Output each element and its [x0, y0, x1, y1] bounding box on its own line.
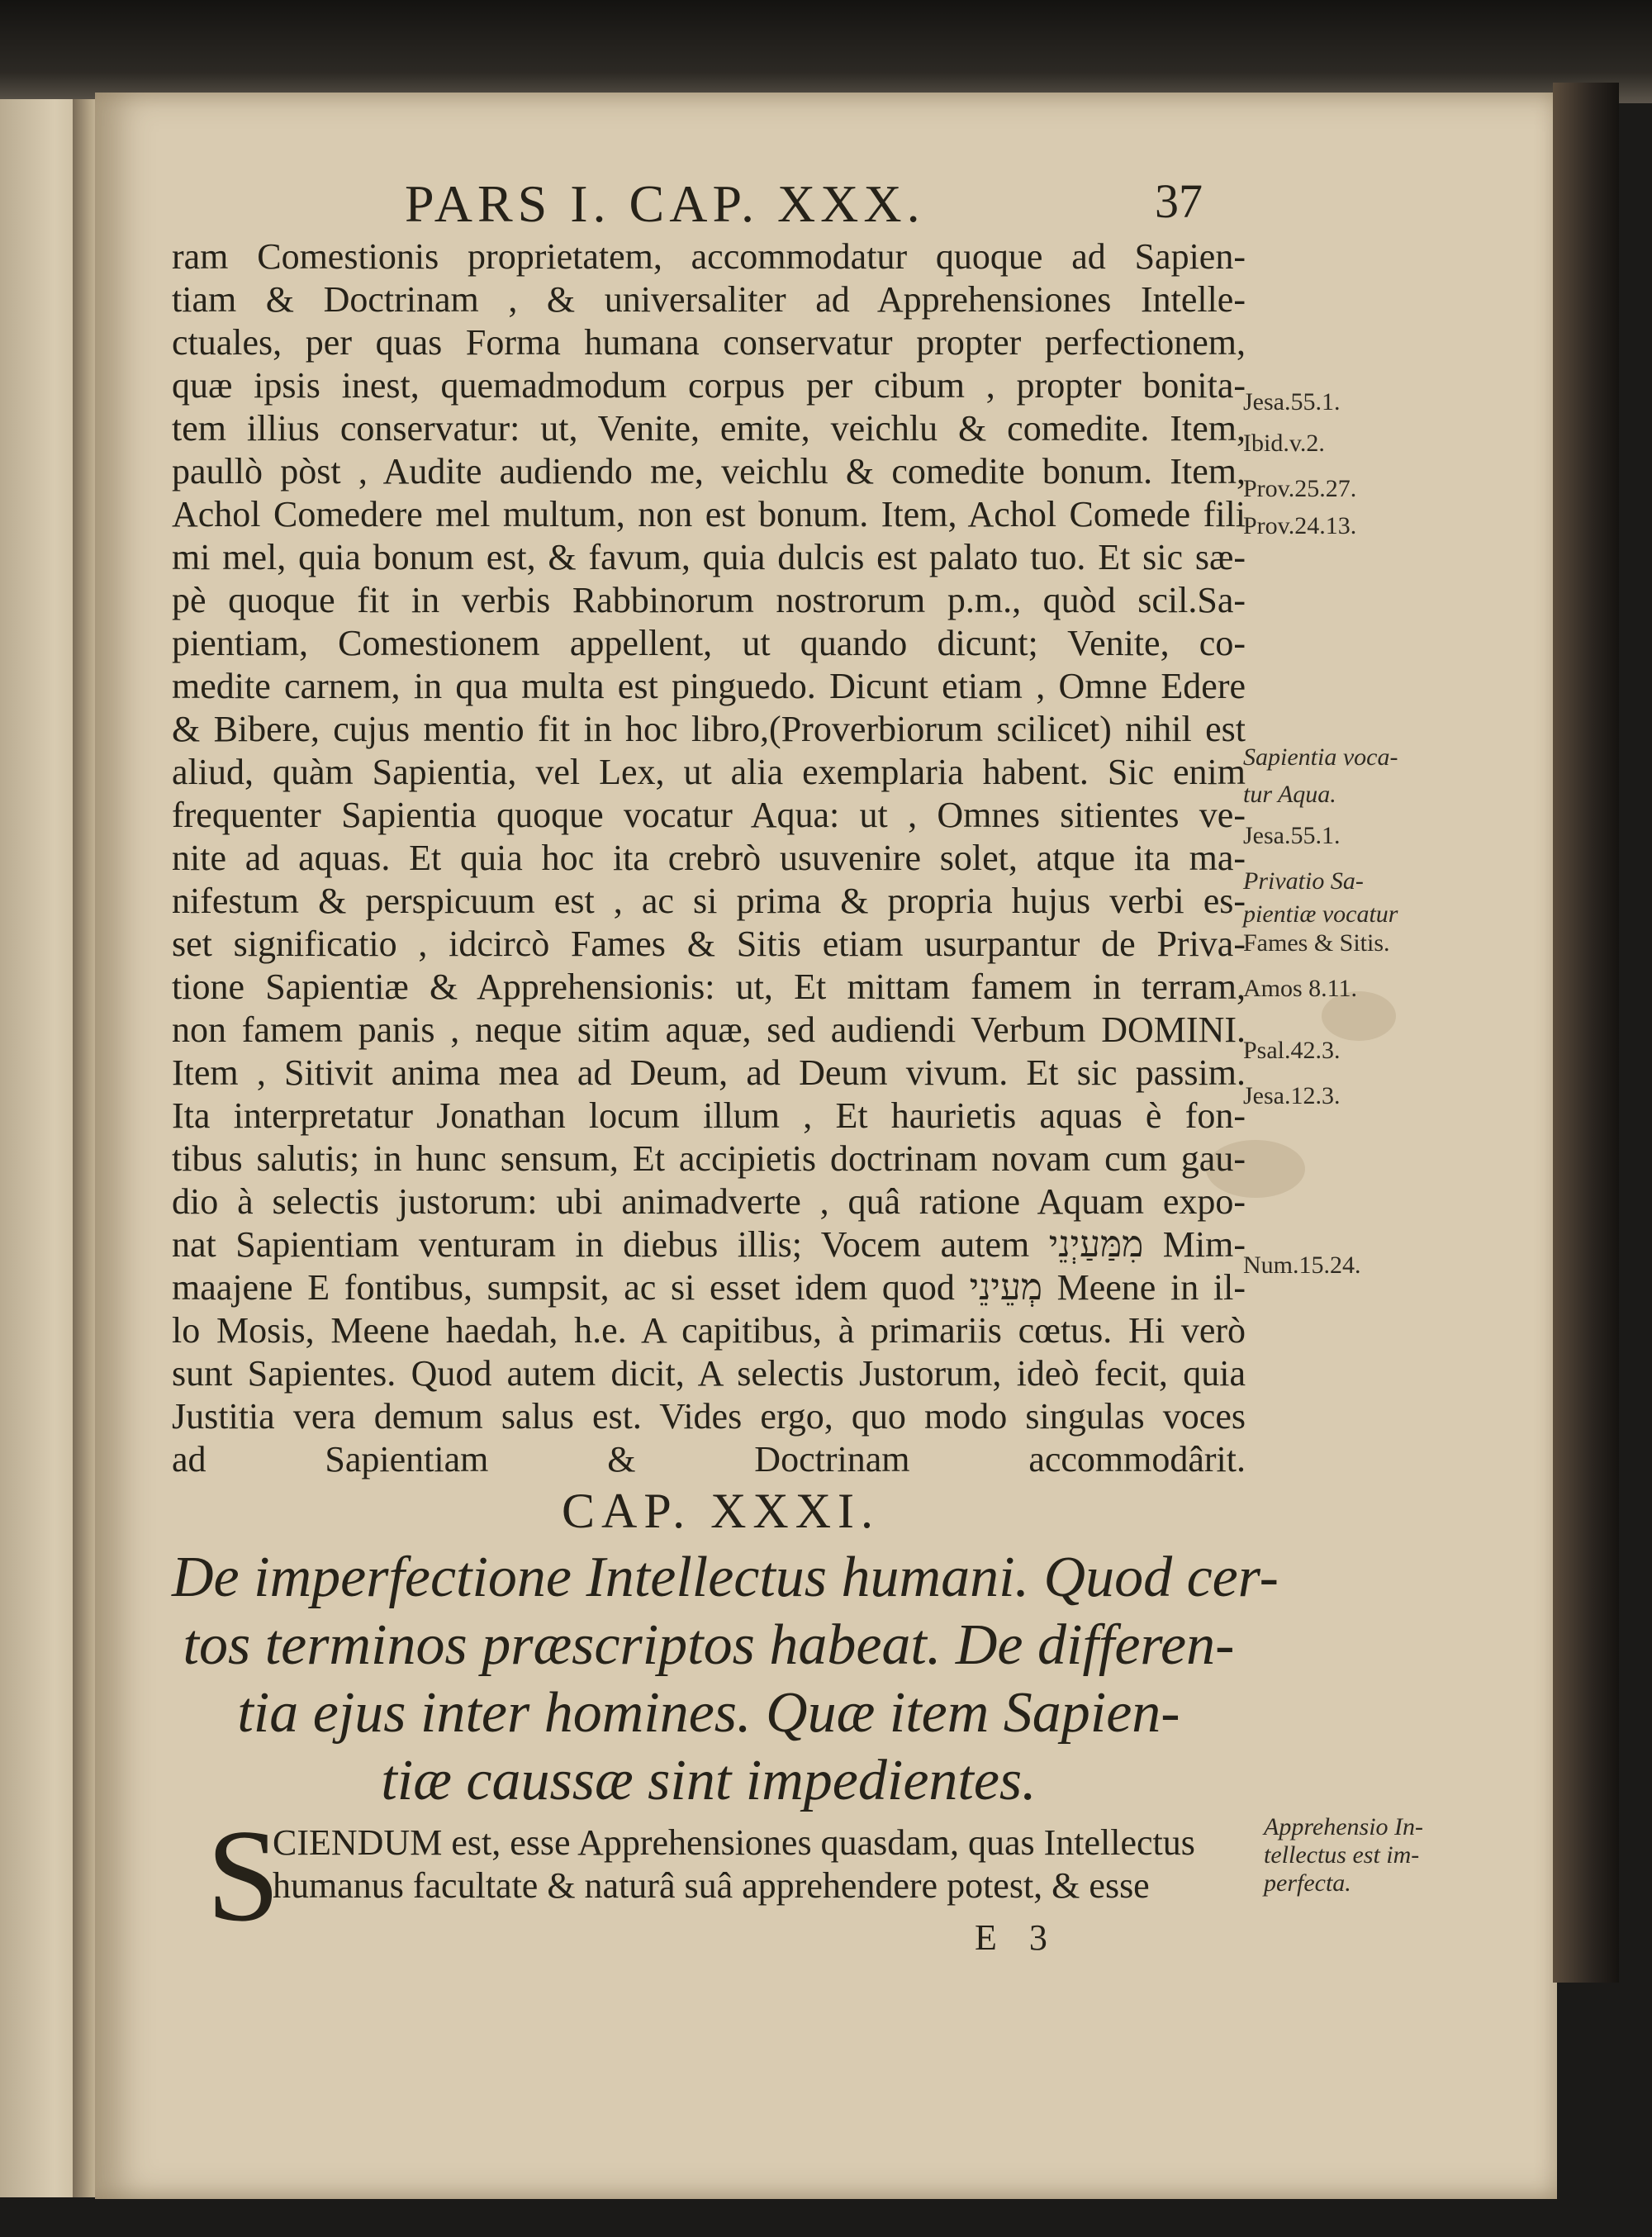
margin-note: Privatio Sa- — [1243, 867, 1364, 895]
body-line: aliud, quàm Sapientia, vel Lex, ut alia exemplaria habent. Sic enim — [172, 752, 1246, 792]
body-line: tione Sapientiæ & Apprehensionis: ut, Et mittam famem in terram, — [172, 967, 1246, 1007]
margin-note: pientiæ vocatur — [1243, 900, 1398, 928]
body-line: mi mel, quia bonum est, & favum, quia dulcis est palato tuo. Et sic sæ- — [172, 537, 1246, 577]
body-line: nifestum & perspicuum est , ac si prima & propria hujus verbi es- — [172, 881, 1246, 921]
opening-margin-note: Apprehensio In- — [1264, 1813, 1424, 1840]
chapter-heading-line: tiæ caussæ sint impedientes. — [381, 1749, 1037, 1812]
body-line: quæ ipsis inest, quemadmodum corpus per cibum , propter bonita- — [172, 365, 1246, 406]
body-line: paullò pòst , Audite audiendo me, veichlu & comedite bonum. Item, — [172, 451, 1246, 492]
margin-note: Fames & Sitis. — [1243, 929, 1390, 957]
book-top-edge — [0, 0, 1652, 103]
body-line: tibus salutis; in hunc sensum, Et accipietis doctrinam novam cum gau- — [172, 1138, 1246, 1179]
margin-note: Jesa.55.1. — [1243, 388, 1341, 416]
margin-note: Amos 8.11. — [1243, 975, 1358, 1002]
margin-note: Sapientia voca- — [1243, 743, 1398, 771]
body-line: medite carnem, in qua multa est pinguedo. Dicunt etiam , Omne Edere — [172, 666, 1246, 706]
opening-line: CIENDUM est, esse Apprehensiones quasdam, quas Intellectus — [273, 1822, 1195, 1863]
opening-line: humanus facultate & naturâ suâ apprehendere potest, & esse — [273, 1865, 1150, 1906]
body-line: nat Sapientiam venturam in diebus illis; Vocem autem מִמַּעַיְנֵי Mim- — [172, 1224, 1246, 1265]
body-line: ctuales, per quas Forma humana conservatur propter perfectionem, — [172, 322, 1246, 363]
body-line: nite ad aquas. Et quia hoc ita crebrò usuvenire solet, atque ita ma- — [172, 838, 1246, 878]
body-line: sunt Sapientes. Quod autem dicit, A selectis Justorum, ideò fecit, quia — [172, 1353, 1246, 1394]
body-line: ad Sapientiam & Doctrinam accommodârit. — [172, 1439, 1246, 1479]
body-line: ram Comestionis proprietatem, accommodatur quoque ad Sapien- — [172, 236, 1246, 277]
margin-note: Prov.24.13. — [1243, 512, 1357, 539]
drop-cap: S — [206, 1802, 280, 1949]
chapter-heading-line: tos terminos præscriptos habeat. De differen- — [183, 1613, 1235, 1677]
body-line: & Bibere, cujus mentio fit in hoc libro,(Proverbiorum scilicet) nihil est — [172, 709, 1246, 749]
body-line: maajene E fontibus, sumpsit, ac si esset idem quod מְעֵינֵי Meene in il- — [172, 1267, 1246, 1308]
body-line: Achol Comedere mel multum, non est bonum. Item, Achol Comede fili — [172, 494, 1246, 534]
body-line: Justitia vera demum salus est. Vides ergo, quo modo singulas voces — [172, 1396, 1246, 1437]
opening-margin-note: perfecta. — [1264, 1869, 1351, 1897]
margin-note: Jesa.55.1. — [1243, 822, 1341, 849]
body-line: tem illius conservatur: ut, Venite, emite, veichlu & comedite. Item, — [172, 408, 1246, 449]
book-right-edge — [1553, 83, 1619, 1983]
body-line: Item , Sitivit anima mea ad Deum, ad Deum vivum. Et sic passim. — [172, 1052, 1246, 1093]
margin-note: Ibid.v.2. — [1243, 430, 1325, 457]
chapter-title: CAP. XXXI. — [562, 1484, 881, 1538]
chapter-heading-line: De imperfectione Intellectus humani. Quod cer- — [172, 1546, 1279, 1609]
signature-mark: E 3 — [975, 1917, 1059, 1958]
body-line: pè quoque fit in verbis Rabbinorum nostrorum p.m., quòd scil.Sa- — [172, 580, 1246, 620]
chapter-heading-line: tia ejus inter homines. Quæ item Sapien- — [237, 1681, 1180, 1745]
body-line: dio à selectis justorum: ubi animadverte , quâ ratione Aquam expo- — [172, 1181, 1246, 1222]
body-line: lo Mosis, Meene haedah, h.e. A capitibus, à primariis cœtus. Hi verò — [172, 1310, 1246, 1351]
body-line: non famem panis , neque sitim aquæ, sed audiendi Verbum DOMINI. — [172, 1009, 1246, 1050]
margin-note: Jesa.12.3. — [1243, 1082, 1341, 1109]
opening-margin-note: tellectus est im- — [1264, 1841, 1420, 1869]
body-line: pientiam, Comestionem appellent, ut quando dicunt; Venite, co- — [172, 623, 1246, 663]
running-header: PARS I. CAP. XXX. — [405, 174, 925, 233]
body-line: frequenter Sapientia quoque vocatur Aqua: ut , Omnes sitientes ve- — [172, 795, 1246, 835]
margin-note: tur Aqua. — [1243, 781, 1336, 808]
body-line: Ita interpretatur Jonathan locum illum , Et haurietis aquas è fon- — [172, 1095, 1246, 1136]
body-line: set significatio , idcircò Fames & Sitis etiam usurpantur de Priva- — [172, 924, 1246, 964]
margin-note: Psal.42.3. — [1243, 1037, 1341, 1064]
margin-note: Prov.25.27. — [1243, 475, 1357, 502]
margin-note: Num.15.24. — [1243, 1251, 1361, 1279]
page-number: 37 — [1155, 174, 1203, 228]
body-line: tiam & Doctrinam , & universaliter ad Apprehensiones Intelle- — [172, 279, 1246, 320]
